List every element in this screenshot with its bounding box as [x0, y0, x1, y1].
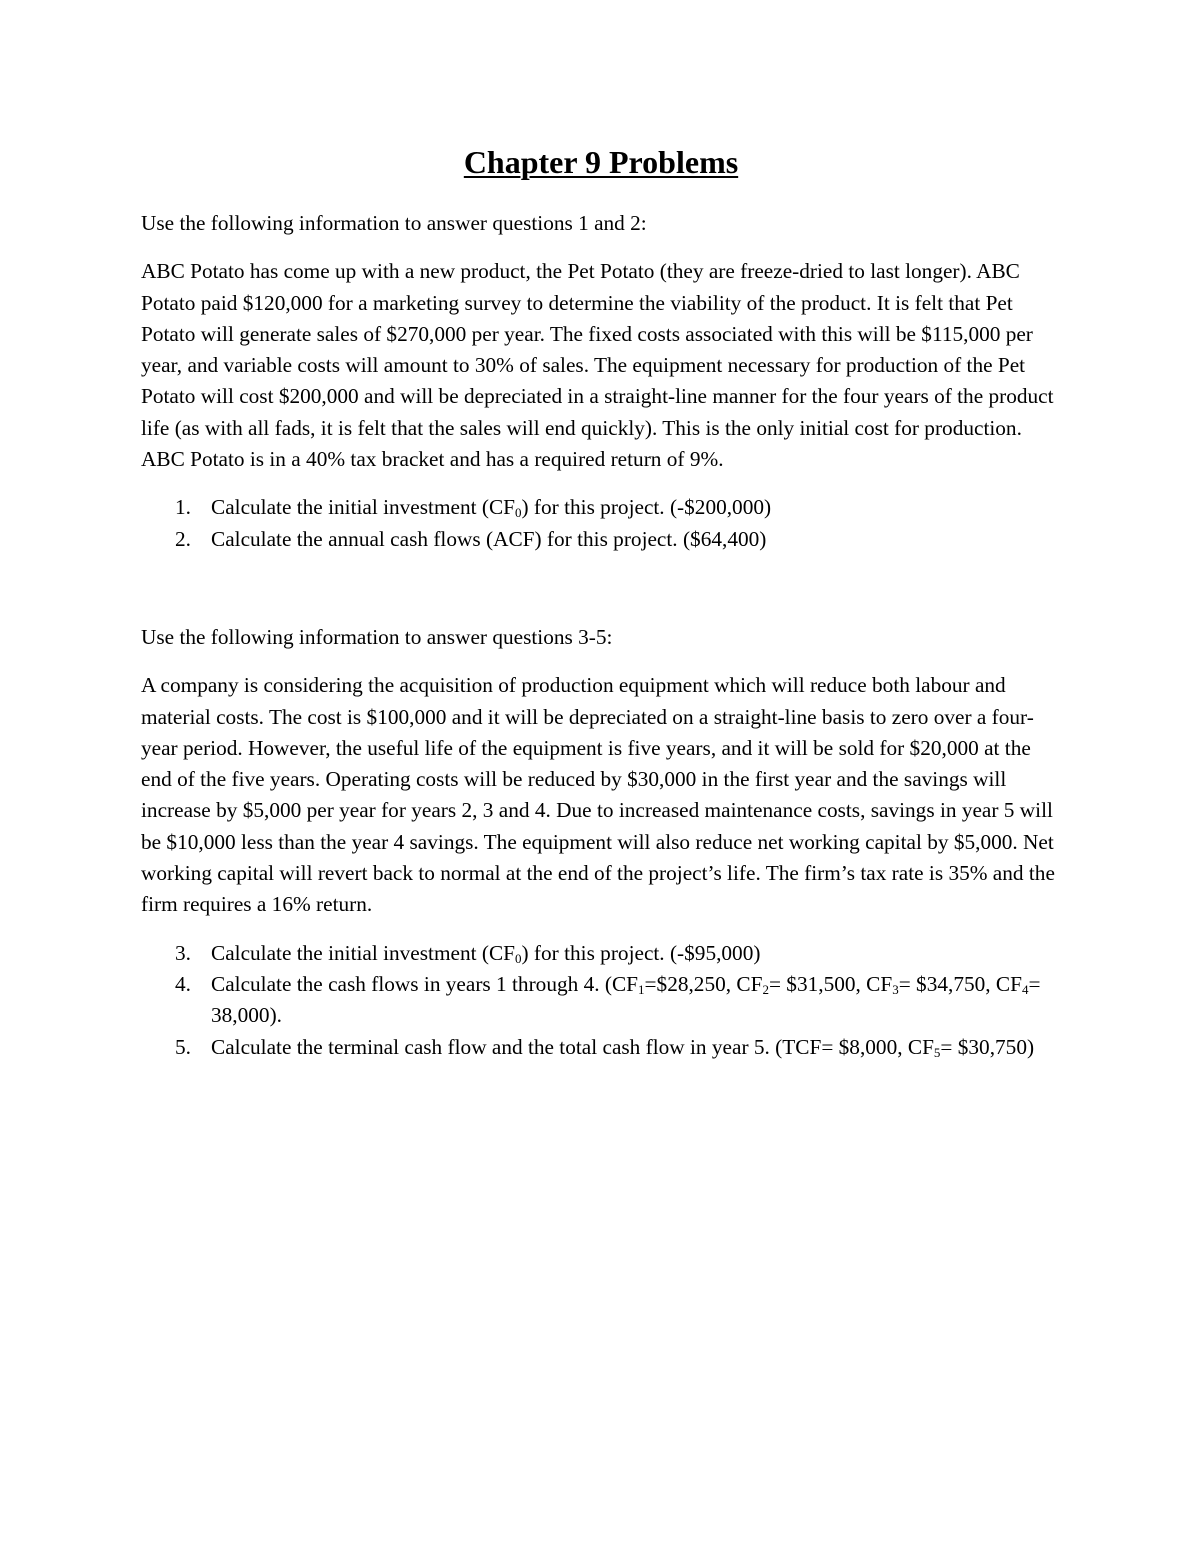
question-number: 2. — [175, 526, 191, 551]
document-page — [141, 140, 1061, 1063]
question-4 — [141, 969, 1061, 1032]
question-number: 3. — [175, 940, 191, 965]
section-1-paragraph: ABC Potato has come up with a new product, the Pet Potato (they are freeze-dried to last longer). ABC Potato paid $120,000 for a marketing survey to determine the viability of the product. It is felt that Pet Potato will generate sales of $270,000 per year. The fixed costs associated with this will be $115,000 per year, and variable costs will amount to 30% of sales. The equipment necessary for production of the Pet Potato will cost $200,000 and will be depreciated in a straight-line manner for the four years of the product life (as with all fads, it is felt that the sales will end quickly). This is the only initial cost for production. ABC Potato is in a 40% tax bracket and has a required return of 9%. — [141, 259, 1054, 472]
question-text: Calculate the annual cash flows (ACF) for this project. ($64,400) — [211, 526, 767, 551]
section-1-question-list — [141, 492, 1061, 555]
question-5 — [141, 1032, 1061, 1063]
question-number: 5. — [175, 1034, 191, 1059]
question-number: 1. — [175, 495, 191, 520]
question-text: Calculate the terminal cash flow and the total cash flow in year 5. (TCF= $8,000, $CF_5=$ $30,750) — [211, 1034, 1035, 1060]
question-number: 4. — [175, 971, 191, 996]
page-title: Chapter 9 Problems — [463, 144, 739, 180]
question-3 — [141, 938, 1061, 969]
question-2 — [141, 524, 1061, 555]
question-text: Calculate the initial investment $(CF_0)$ for this project. (-$200,000) — [211, 495, 772, 521]
question-1 — [141, 492, 1061, 523]
section-2-lead: Use the following information to answer questions 3-5: — [141, 624, 613, 649]
section-2-paragraph: A company is considering the acquisition of production equipment which will reduce both labour and material costs. The cost is $100,000 and it will be depreciated on a straight-line basis to zero over a four-year period. However, the useful life of the equipment is five years, and it will be sold for $20,000 at the end of the five years. Operating costs will be reduced by $30,000 in the first year and the savings will increase by $5,000 per year for years 2, 3 and 4. Due to increased maintenance costs, savings in year 5 will be $10,000 less than the year 4 savings. The equipment will also reduce net working capital by $5,000. Net working capital will revert back to normal at the end of the project’s life. The firm’s tax rate is 35% and the firm requires a 16% return. — [141, 673, 1055, 917]
question-text: Calculate the initial investment $(CF_0)$ for this project. (-$95,000) — [211, 940, 761, 966]
section-1-lead: Use the following information to answer questions 1 and 2: — [141, 211, 647, 235]
section-2-question-list — [141, 938, 1061, 1063]
question-text: Calculate the cash flows in years 1 through 4. ($CF_1=\$28,250$, $CF_2=$ $31,500, $CF_3=$ $34,750, $CF_4= 38,000$). — [211, 971, 1041, 1028]
